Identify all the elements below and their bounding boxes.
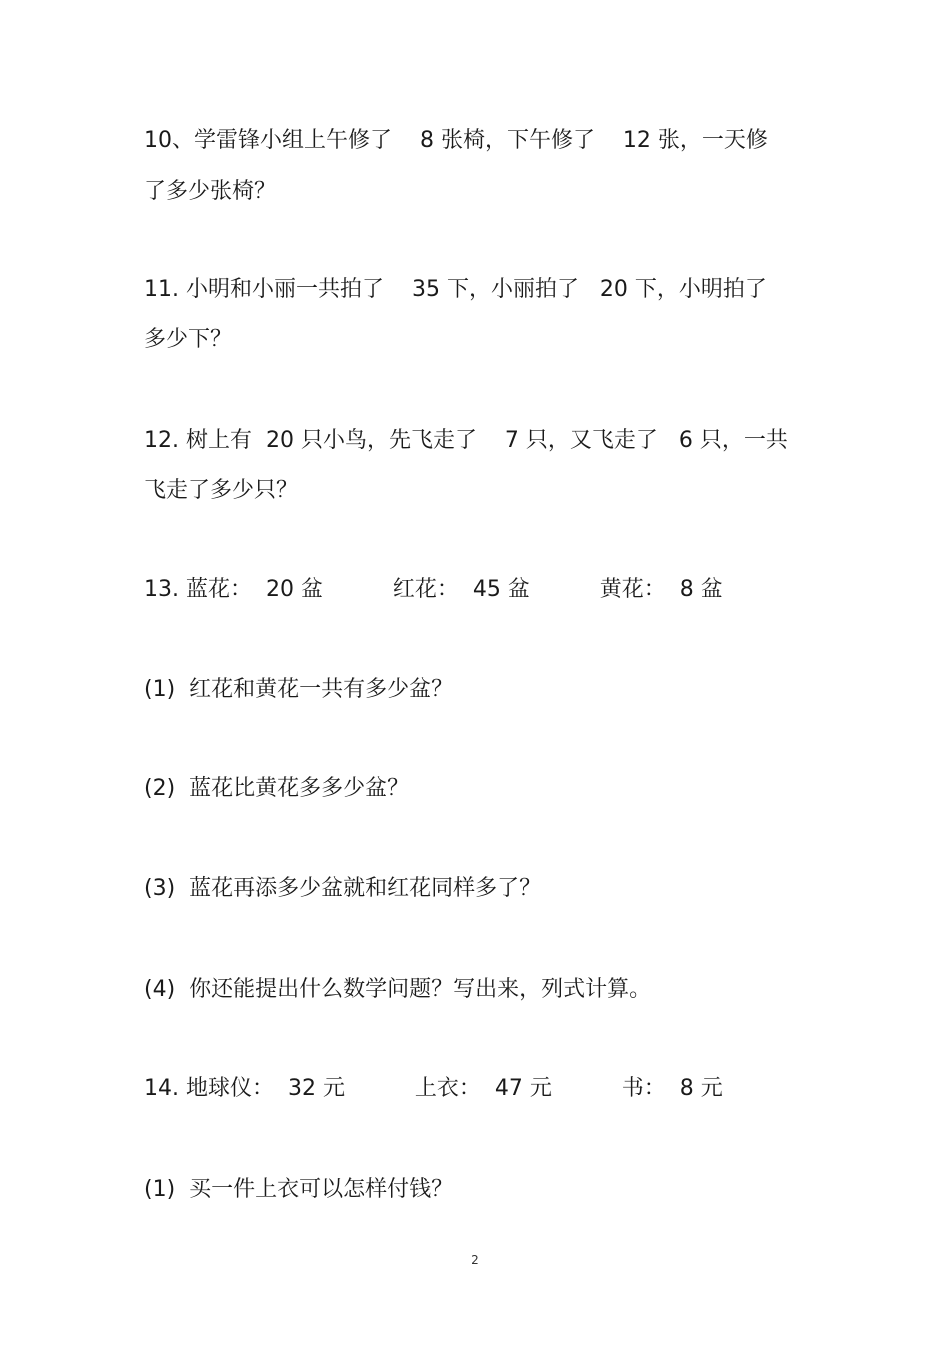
- problem-13-question-4: (4) 你还能提出什么数学问题？写出来，列式计算。: [144, 977, 652, 1002]
- problem-12-line-1: 12. 树上有 20 只小鸟，先飞走了 7 只，又飞走了 6 只，一共: [144, 428, 788, 453]
- problem-11-line-2: 多少下？: [144, 327, 233, 352]
- page-number: 2: [471, 1253, 479, 1267]
- problem-13-question-3: (3) 蓝花再添多少盆就和红花同样多了？: [144, 876, 542, 901]
- problem-12-line-2: 飞走了多少只？: [144, 478, 299, 503]
- problem-10-line-2: 了多少张椅？: [144, 179, 277, 204]
- problem-14-question-1: (1) 买一件上衣可以怎样付钱？: [144, 1177, 454, 1202]
- problem-11-line-1: 11. 小明和小丽一共拍了 35 下，小丽拍了 20 下，小明拍了: [144, 277, 767, 302]
- problem-13-question-1: (1) 红花和黄花一共有多少盆？: [144, 677, 454, 702]
- problem-14-header: 14. 地球仪： 32 元 上衣： 47 元 书： 8 元: [144, 1076, 723, 1101]
- problem-13-header: 13. 蓝花： 20 盆 红花： 45 盆 黄花： 8 盆: [144, 577, 723, 602]
- problem-10-line-1: 10、学雷锋小组上午修了 8 张椅，下午修了 12 张，一天修: [144, 128, 768, 153]
- problem-13-question-2: (2) 蓝花比黄花多多少盆？: [144, 776, 410, 801]
